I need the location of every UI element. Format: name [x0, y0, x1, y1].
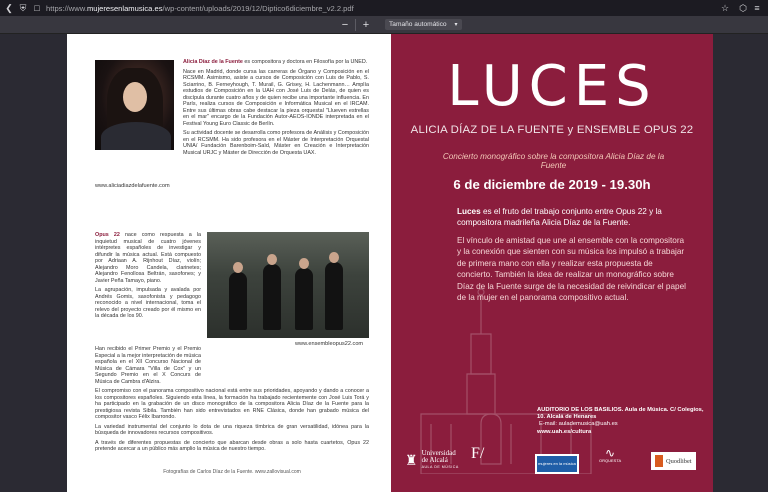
opus-name: Opus 22 [95, 232, 120, 238]
pdf-page-left [67, 34, 391, 492]
alicia-bio-3: Su actividad docente se desarrolla como profesora de Análisis y Composición en el RCSMM. Ha sido profesora en el Máster de Interpretación Orquestal UNIA/ Fundación Barenboim-Saïd, Máster en Creación e Interpretación Musical URJC y Máster de Dirección de Orquesta UAX. [183, 130, 369, 156]
uah-line-2: de Alcalá [421, 456, 448, 464]
opus-bio-3: Han recibido el Primer Premio y el Premio Especial a la mejor interpretación de música española en el XII Concurso Nacional de Música de Cámara "Villa de Cox" y un Segundo Premio en el X Concurs de Música de Cambra d'Alzira. [95, 346, 201, 385]
uah-logo [405, 450, 459, 471]
opus-bio-5: La variedad instrumental del conjunto lo dota de una riqueza tímbrica de gran versatilidad, idónea para la búsqueda de innovadores recursos compositivos. [95, 423, 369, 436]
concert-date: 6 de diciembre de 2019 - 19.30h [453, 177, 651, 192]
concert-intro [457, 206, 689, 229]
orquesta-wave-icon: ∿ [605, 446, 616, 460]
zoom-out-icon[interactable]: − [341, 18, 349, 31]
pdf-viewer[interactable] [0, 34, 768, 492]
pocket-icon[interactable]: ⬡ [739, 2, 747, 13]
sponsor-logos [391, 446, 713, 486]
pdf-toolbar [0, 16, 768, 34]
ensemble-member [295, 268, 313, 330]
chevron-down-icon: ▾ [454, 22, 458, 28]
orquesta-logo [599, 446, 622, 464]
alicia-bio-1: es compositora y doctora en Filosofía por la UNED. [242, 59, 368, 65]
orquesta-logo-text: ORQUESTA [599, 458, 622, 463]
ensemble-website: www.ensembleopus22.com [295, 341, 364, 347]
uah-line-1: Universidad [421, 449, 456, 457]
url-prefix: https://www. [46, 3, 87, 13]
foundation-logo: F/ [471, 445, 485, 462]
venue-email: E-mail: aulademusica@uah.es [539, 421, 618, 428]
quodlibet-logo-text: Quodlibet [666, 457, 692, 465]
url-domain: mujeresenlamusica.es [86, 3, 163, 13]
back-icon[interactable]: ❮ [5, 2, 13, 13]
portrait-face [123, 82, 147, 112]
shield-icon[interactable]: ⛨ [19, 2, 27, 13]
quodlibet-logo [651, 452, 696, 470]
intro-bold: Luces [457, 207, 481, 216]
uah-logo-text [422, 450, 459, 471]
opus-bio-full [95, 346, 369, 456]
browser-address-bar [0, 0, 768, 16]
concert-subtitle: ALICIA DÍAZ DE LA FUENTE y ENSEMBLE OPUS 22 [410, 124, 694, 136]
opus-bio-4: El compromiso con el panorama compositivo nacional está entre sus prioridades, apoyando y dando a conocer a los compositores españoles. Siguiendo esta línea, la formación ha trabajado recientemente con José Luis Torá y ha participado en la grabación de un disco monográfico de la compositora Alicia Díaz de la Fuente para la prestigiosa revista Sibila. También han sido entrevistados en RNE Clásica, donde han grabado música del compositor vasco Félix Ibarrondo. [95, 388, 369, 420]
alicia-name: Alicia Díaz de la Fuente [183, 59, 243, 65]
mujeres-musica-logo [535, 454, 579, 474]
bookmark-star-icon[interactable]: ☆ [720, 2, 730, 13]
intro-rest: es el fruto del trabajo conjunto entre Opus 22 y la compositora madrileña Alicia Díaz de la Fuente. [457, 207, 662, 228]
venue-address: AUDITORIO DE LOS BASILIOS. Aula de Música. C/ Colegios, 10. Alcalá de Henares [537, 407, 704, 421]
toolbar-separator [355, 19, 356, 31]
ensemble-member [263, 264, 281, 330]
concert-description: Concierto monográfico sobre la compositora Alicia Díaz de la Fuente [442, 152, 665, 170]
opus-bio-column [95, 232, 201, 323]
quodlibet-mark-icon [655, 455, 663, 467]
ensemble-member [229, 272, 247, 330]
concert-title: LUCES [447, 54, 657, 119]
opus-bio-2: La agrupación, impulsada y avalada por Andrés Gomis, saxofonista y pedagogo reconocido a nivel internacional, toma el relevo del proyecto creado por él mismo en la década de los 90. [95, 287, 201, 319]
alicia-bio [183, 59, 369, 159]
url-field[interactable] [44, 2, 718, 14]
pdf-page-right [391, 34, 713, 492]
alicia-bio-p1 [183, 59, 369, 66]
venue-info [537, 407, 707, 436]
alicia-bio-2: Nace en Madrid, donde cursa las carreras de Órgano y Composición en el RCSMM. Asimismo, asiste a cursos de Composición con Luis de Pablo, S. Sciarrino, B. Ferneyhough, T. Murail, G. Grisey, H. Lachenmann… Amplía estudios de Composición en la UAH con José Luis de Delás, de quien es discípula durante cuatro años y de quien recibe una importante influencia. En París, realiza cursos de Composición e Informática Musical en el IRCAM. Entre sus últimas obras cabe destacar la pieza orquestal "Llueven estrellas en el mar" encargo de la Fundación Autor-AEOS-IONDE interpretada en el Festival Young Euro Classic de Berlín. [183, 68, 369, 127]
venue-web: www.uah.es/cultura [537, 428, 592, 435]
zoom-select-value: Tamaño automático [389, 21, 447, 28]
url-path: /wp-content/uploads/2019/12/Diptico6diciembre_v2.2.pdf [162, 3, 354, 13]
uah-line-3: AULA DE MÚSICA [421, 465, 459, 469]
ensemble-member [325, 262, 343, 330]
page-icon[interactable]: □ [34, 3, 40, 13]
opus-bio-6: A través de diferentes propuestas de concierto que abarcan desde obras a solo hasta cuartetos, Opus 22 pretende acercar a un público más amplio la música de nuestro tiempo. [95, 439, 369, 452]
mujeres-logo-text: mujeres en la música [537, 456, 577, 472]
opus-bio-1: nace como respuesta a la inquietud musical de cuatro jóvenes intérpretes españoles de investigar y difundir la música actual. Está compuesto por Adriaan A. Rijnhout Díaz, violín; Alejandro Moro Candela, clarinetes; Alejandro Fenollosa Beltrán, saxofones; y Javier Peña Tamayo, piano. [95, 232, 201, 284]
menu-icon[interactable]: ≡ [754, 3, 760, 13]
alicia-website: www.aliciadiazdelafuente.com [95, 183, 170, 189]
zoom-select[interactable] [385, 19, 462, 30]
concert-details: El vínculo de amistad que une al ensemble con la compositora y la conexión que sienten con su música los impulsó a trabajar de primera mano con ella y realizar esta propuesta de concierto. También la idea de realizar un monográfico sobre Díaz de la Fuente surge de la necesidad de reivindicar el papel de la mujer en el panorama compositivo actual. [457, 236, 686, 303]
opus-bio-p1 [95, 232, 201, 284]
zoom-in-icon[interactable]: + [362, 18, 370, 31]
photo-credit: Fotografías de Carlos Díaz de la Fuente. www.zallovisual.com [163, 469, 301, 475]
ensemble-photo [207, 232, 369, 338]
crest-icon: ♜ [405, 452, 418, 468]
portrait-shoulder [101, 122, 171, 150]
portrait-photo [95, 60, 174, 150]
